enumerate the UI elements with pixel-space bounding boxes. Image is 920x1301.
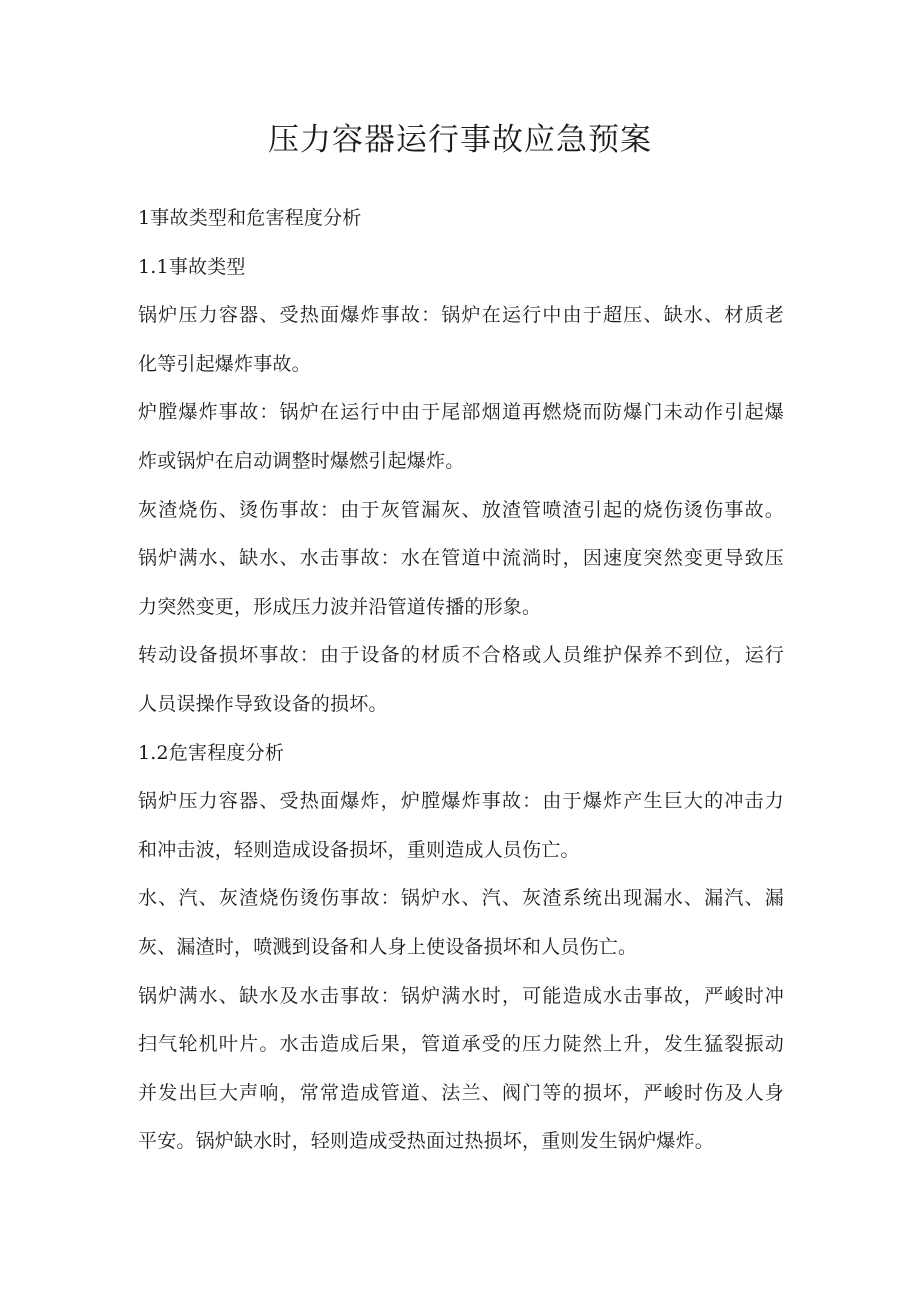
document-title: 压力容器运行事故应急预案 [268,122,652,158]
body-line: 灰、漏渣时，喷溅到设备和人身上使设备损坏和人员伤亡。 [138,935,638,958]
body-line: 并发出巨大声响，常常造成管道、法兰、阀门等的损坏，严峻时伤及人身 [138,1081,784,1104]
body-line: 转动设备损坏事故：由于设备的材质不合格或人员维护保养不到位，运行 [138,644,784,667]
body-line: 和冲击波，轻则造成设备损坏，重则造成人员伤亡。 [138,838,580,861]
body-line: 锅炉满水、缺水、水击事故：水在管道中流淌时，因速度突然变更导致压 [138,547,784,570]
body-line: 力突然变更，形成压力波并沿管道传播的形象。 [138,595,542,618]
body-line: 锅炉压力容器、受热面爆炸，炉膛爆炸事故：由于爆炸产生巨大的冲击力 [138,790,784,813]
body-line: 扫气轮机叶片。水击造成后果，管道承受的压力陡然上升，发生猛裂振动 [138,1033,784,1056]
section-heading-1: 1事故类型和危害程度分析 [138,207,362,229]
body-line: 化等引起爆炸事故。 [138,352,311,375]
body-line: 平安。锅炉缺水时，轻则造成受热面过热损坏，重则发生锅炉爆炸。 [138,1130,715,1153]
body-line: 锅炉压力容器、受热面爆炸事故：锅炉在运行中由于超压、缺水、材质老 [138,304,784,327]
body-line: 水、汽、灰渣烧伤烫伤事故：锅炉水、汽、灰渣系统出现漏水、漏汽、漏 [138,887,784,910]
body-line: 灰渣烧伤、烫伤事故：由于灰管漏灰、放渣管喷渣引起的烧伤烫伤事故。 [138,498,784,521]
body-line: 锅炉满水、缺水及水击事故：锅炉满水时，可能造成水击事故，严峻时冲 [138,984,784,1007]
document-body [138,194,784,1166]
subsection-heading-1-2: 1.2危害程度分析 [138,741,285,764]
body-line: 炸或锅炉在启动调整时爆燃引起爆炸。 [138,449,465,472]
body-line: 炉膛爆炸事故：锅炉在运行中由于尾部烟道再燃烧而防爆门未动作引起爆 [138,401,784,424]
body-line: 人员误操作导致设备的损坏。 [138,692,388,715]
subsection-heading-1-1: 1.1事故类型 [138,255,246,278]
